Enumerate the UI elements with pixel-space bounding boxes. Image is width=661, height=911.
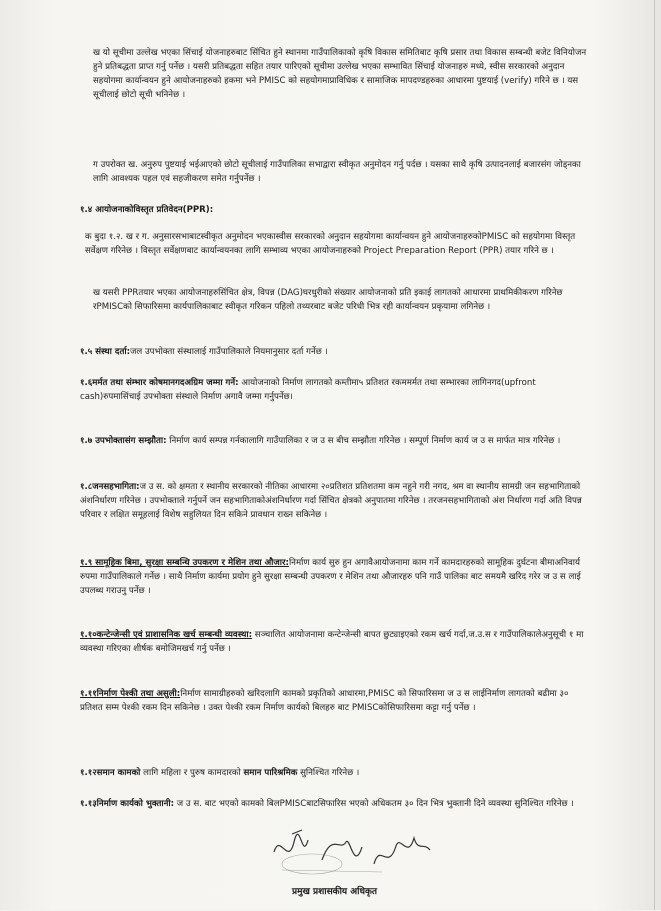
section-1-10 (80, 628, 590, 656)
section-1-10-text: सञ्चालित आयोजनामा कन्टेन्जेन्सी बापत छुट्याइएको रकम खर्च गर्दा,ज.उ.स र गाउँपालिकालेअनुसूची १ मा व्यवस्था गरिएका शीर्षक बमोजिमखर्च गर्नु पर्नेछ । (80, 630, 584, 654)
section-1-12-text-a: लागि महिला र पुरुष कामदारको (140, 768, 244, 778)
section-1-9 (80, 556, 590, 598)
section-1-5 (80, 345, 590, 359)
section-1-13-text: ज उ स. बाट भएको कामको बिलPMISCबाटसिफारिस भएको अधिकतम ३० दिन भित्र भुक्तानी दिने व्यवस्था सुनिश्चित गरिनेछ । (174, 799, 574, 809)
section-1-6-heading: १.६मर्मत तथा संम्भार कोषमानगदअग्रिम जम्मा गर्ने: (80, 378, 239, 388)
signature-title: प्रमुख प्रशासकीय अधिकृत (292, 887, 378, 897)
paragraph-ga: ग उपरोक्त ख. अनुरुप पुष्टयाई भईआएको छोटो सूचीलाई गाउँपालिका सभाद्वारा स्वीकृत अनुमोदन गर्नु पर्दछ । यसका साथै कृषि उत्पादनलाई बजारसंग जोड्नका लागि आवश्यक पहल एवं सहजीकरण समेत गर्नुपर्नेछ । (93, 160, 581, 184)
section-1-12 (80, 766, 590, 780)
paragraph-1-4-ka: क बुदा १.२. ख र ग. अनुसारसभाबाटस्वीकृत अनुमोदन भएकास्वीस सरकारको अनुदान सहयोगमा कार्यान्वयन हुने आयोजनाहरुकोPMISC को सहयोगमा विस्तृत सर्वेक्षण गरिनेछ । विस्तृत सर्वेक्षणबाट कार्यान्वयनका लागि सम्भाव्य भएका आयोजनाहरुको Project Preparation Report (PPR) तयार गरिने छ । (85, 232, 576, 256)
section-1-7-text: निर्माण कार्य सम्पन्न गर्नकालागि गाउँपालिका र ज उ स बीच सम्झौता गरिनेछ । सम्पूर्ण निर्माण कार्य ज उ स मार्फत मात्र गरिनेछ । (166, 436, 561, 446)
section-1-6-text: आयोजनाको निर्माण लागतको कम्तीमा५ प्रतिशत रकममर्मत तथा सम्भारका लागिनगद(upfront cash)रुपमासिंचाई उपभोक्ता संस्थाले निर्माण अगावै जम्मा गर्नुपर्नेछ। (80, 378, 536, 402)
section-1-12-heading: १.१२समान कामको (80, 768, 141, 778)
section-1-7 (80, 434, 590, 448)
section-1-8-text: ज उ स. को क्षमता र स्थानीय सरकारको नीतिका आधारमा २०प्रतिशत प्रतिशतमा कम नहुने गरी नगद, श्रम वा स्थानीय सामग्री जन सहभागिताको अंशनिर्धारण गरिनेछ । उपभोक्ताले गर्नुपर्ने जन सहभागिताकोअंशनिर्धारण गर्दा सिंचित क्षेत्रको अनुपातमा गरिनेछ । तरजनसहभागिताको अंश निर्धारण गर्दा अति विपन्न परिवार र लक्षित समूहलाई विशेष सहुलियत दिन सकिने प्रावधान राख्न सकिनेछ । (80, 482, 582, 520)
paragraph-1-4-kha: ख यसरी PPRतयार भएका आयोजनाहरुसिंचित क्षेत्र, विपन्न (DAG)घरधुरीको संख्यार आयोजनाको प्रति इकाई लागतको आधारमा प्राथमिकीकरण गरिनेछ रPMISCको सिफारिसमा कार्यपालिकाबाट स्वीकृत गरिकन पहिलो तथ्यरबाट बजेट परिधी भित्र रही कार्यान्वयन प्रकृयामा लगिनेछ । (93, 288, 563, 312)
section-1-5-text: जल उपभोक्ता संस्थालाई गाउँपालिकाले नियमानुसार दर्ता गर्नेछ । (130, 347, 328, 357)
paragraph-kha: ख यो सूचीमा उल्लेख भएका सिंचाई योजनाहरुबाट सिंचित हुने स्थानमा गाउँपालिकाको कृषि विकास समितिबाट कृषि प्रसार तथा विकास सम्बन्धी बजेट विनियोजन हुने प्रतिबद्धता प्राप्त गर्नु पर्नेछ । यसरी प्रतिबद्धता सहित तयार पारिएको सूचीमा उल्लेख भएका सम्भावित सिंचाई योजनाहरु मध्ये, स्वीस सरकारको अनुदान सहयोगमा कार्यान्वयन हुने आयोजनाहरुको हकमा भने PMISC को सहयोगमाप्राविधिक र सामाजिक मापदण्डहरुका आधारमा पुष्टयाई (verify) गरिने छ । यस सूचीलाई छोटो सूची भनिनेछ । (93, 48, 587, 100)
heading-text: १.४ आयोजनाकोविस्तृत प्रतिवेदन(PPR): (80, 205, 214, 215)
section-1-11-text: निर्माण सामाग्रीहरुको खरिदलागि कामको प्रकृतिको आधारमा,PMISC को सिफारिसमा ज उ स लाईनिर्माण लागतको बढीमा ३० प्रतिशत सम्म पेश्की रकम दिन सकिनेछ । उक्त पेश्की रकम निर्माण कार्यको बिलहरु बाट PMISCकोसिफारिसमा कट्टा गर्नु पर्नेछ । (80, 689, 569, 713)
section-1-10-heading: १.१०कन्टेन्जेन्सी एवं प्राशासनिक खर्च सम्बन्धी व्यवस्था: (80, 630, 253, 640)
section-1-8-heading: १.८जनसहभागिता: (80, 482, 140, 492)
section-1-9-heading: १.९ सामूहिक बिमा, सुरक्षा सम्बन्धि उपकरण र मेशिन तथा औजार: (80, 558, 289, 568)
section-1-9-text: निर्माण कार्य सुरु हुन अगावैआयोजनामा काम गर्ने कामदारहरुको सामूहिक दुर्घटना बीमाअनिवार्य रुपमा गाउँपालिकाले गर्नेछ । साथै निर्माण कार्यमा प्रयोग हुने सुरक्षा सम्बन्धी उपकरण र मेशिन तथा औजारहरु पनि गाउँ पालिका बाट समयमै खरिद गरेर ज उ स लाई उपलब्ध गराउनु पर्नेछ । (80, 558, 581, 596)
section-1-4-heading (80, 203, 600, 217)
page-edge (654, 0, 655, 910)
section-1-8 (80, 480, 590, 522)
section-1-5-heading: १.५ संस्था दर्ता: (80, 347, 131, 357)
section-1-13-heading: १.१३निर्माण कार्यको भुक्तानी: (80, 799, 175, 809)
signature-block (262, 812, 462, 907)
section-1-11 (80, 687, 590, 715)
section-1-13 (80, 797, 590, 811)
section-1-7-heading: १.७ उपभोक्तासंग सम्झौता: (80, 436, 167, 446)
section-1-12-text-b: सुनिश्चित गरिनेछ । (297, 768, 360, 778)
section-1-6 (80, 376, 590, 404)
section-1-12-equal-pay: समान पारिश्रमिक (243, 768, 298, 778)
section-1-11-heading: १.११निर्माण पेश्की तथा असुली: (80, 689, 181, 699)
